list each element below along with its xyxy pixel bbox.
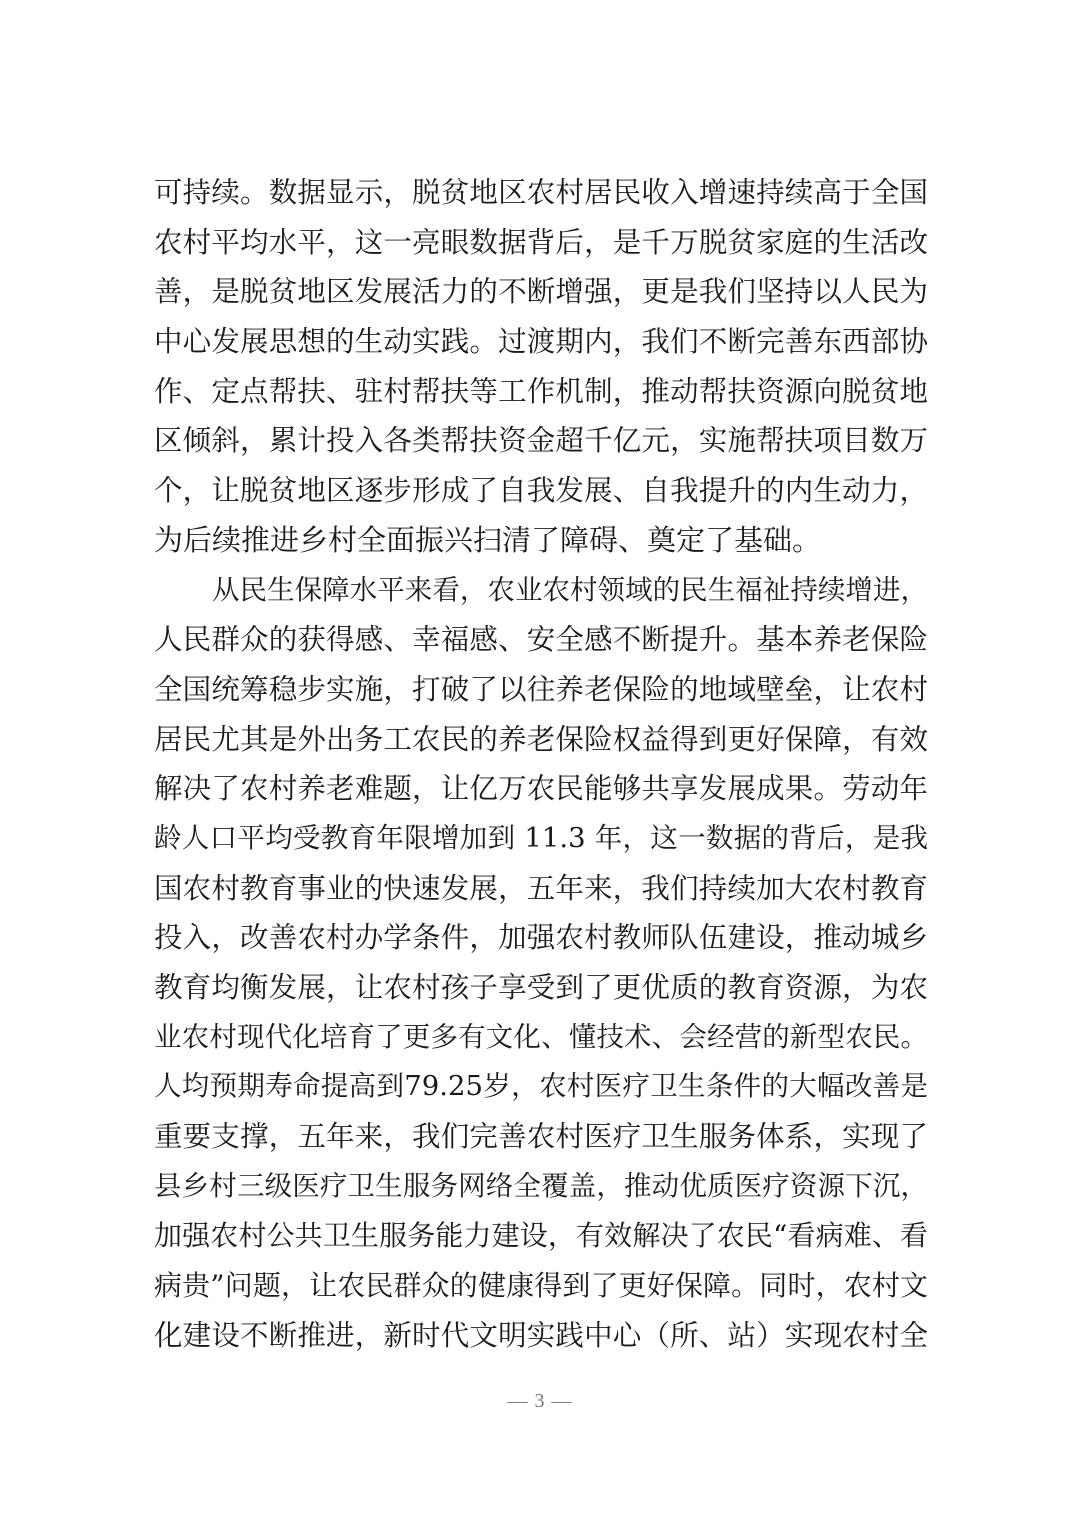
text-line: 人民群众的获得感、幸福感、安全感不断提升。基本养老保险: [154, 623, 928, 657]
text-line: 国农村教育事业的快速发展，五年来，我们持续加大农村教育: [154, 871, 928, 905]
text-line: 龄人口平均受教育年限增加到 11.3 年，这一数据的背后，是我: [154, 821, 928, 854]
text-line: 作、定点帮扶、驻村帮扶等工作机制，推动帮扶资源向脱贫地: [154, 374, 928, 408]
text-line: 人均预期寿命提高到79.25岁，农村医疗卫生条件的大幅改善是: [154, 1070, 928, 1103]
text-line: 县乡村三级医疗卫生服务网络全覆盖，推动优质医疗资源下沉，: [154, 1169, 928, 1202]
text-line: 居民尤其是外出务工农民的养老保险权益得到更好保障，有效: [154, 722, 928, 756]
page-number: — 3 —: [507, 1390, 573, 1412]
text-line: 投入，改善农村办学条件，加强农村教师队伍建设，推动城乡: [154, 921, 928, 955]
paragraph-end-line: 为后续推进乡村全面振兴扫清了障碍、奠定了基础。: [154, 522, 822, 557]
text-line: 病贵”问题，让农民群众的健康得到了更好保障。同时，农村文: [154, 1269, 928, 1303]
text-line: 全国统筹稳步实施，打破了以往养老保险的地域壁垒，让农村: [154, 672, 928, 706]
text-line: 业农村现代化培育了更多有文化、懂技术、会经营的新型农民。: [154, 1020, 928, 1053]
text-line: 加强农村公共卫生服务能力建设，有效解决了农民“看病难、看: [154, 1219, 928, 1253]
text-line: 个，让脱贫地区逐步形成了自我发展、自我提升的内生动力，: [154, 474, 928, 508]
text-line: 中心发展思想的生动实践。过渡期内，我们不断完善东西部协: [154, 325, 928, 359]
text-line: 教育均衡发展，让农村孩子享受到了更优质的教育资源，为农: [154, 971, 928, 1004]
paragraph-start-line: 从民生保障水平来看，农业农村领域的民生福祉持续增进，: [212, 573, 928, 606]
text-line: 重要支撑，五年来，我们完善农村医疗卫生服务体系，实现了: [154, 1120, 928, 1154]
text-line: 解决了农村养老难题，让亿万农民能够共享发展成果。劳动年: [154, 772, 928, 806]
text-line: 农村平均水平，这一亮眼数据背后，是千万脱贫家庭的生活改: [154, 225, 928, 259]
text-line: 区倾斜，累计投入各类帮扶资金超千亿元，实施帮扶项目数万: [154, 424, 928, 458]
body-text: [154, 168, 928, 1361]
text-line: 可持续。数据显示，脱贫地区农村居民收入增速持续高于全国: [154, 176, 928, 209]
text-line: 善，是脱贫地区发展活力的不断增强，更是我们坚持以人民为: [154, 275, 928, 309]
text-line: 化建设不断推进，新时代文明实践中心（所、站）实现农村全: [154, 1318, 928, 1352]
